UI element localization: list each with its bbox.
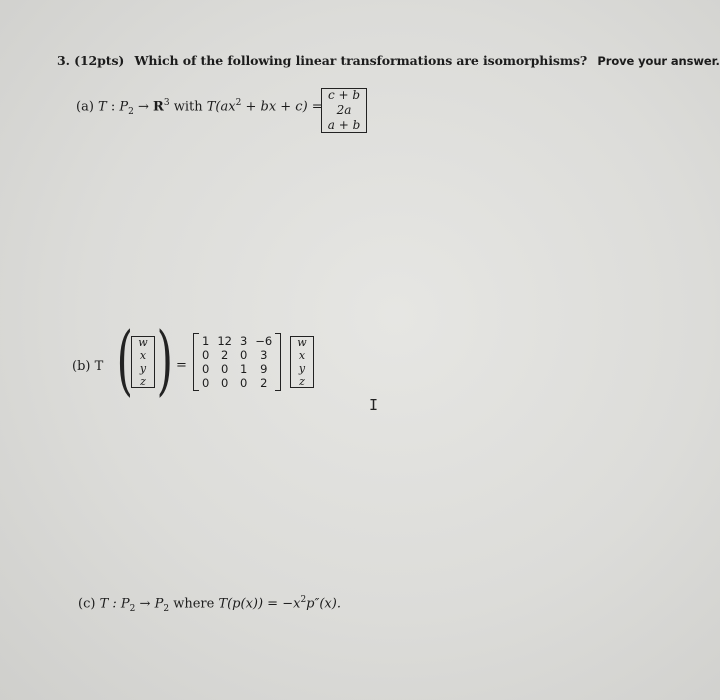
out-y: y [298, 362, 306, 375]
part-b-input-vector [132, 336, 154, 388]
matrix-table [198, 334, 276, 390]
matrix-cell: 0 [220, 362, 229, 376]
part-a-def-sup: 2 [235, 98, 242, 108]
part-c-label: (c) [78, 596, 96, 612]
right-paren: ) [156, 315, 173, 404]
part-c [78, 595, 341, 614]
part-a-with: with [173, 99, 203, 115]
part-c-where: where [173, 596, 215, 612]
matrix-row [198, 348, 276, 362]
question-header [57, 53, 720, 68]
part-c-formula: T(p(x)) = −x [218, 596, 301, 612]
matrix-cell: 12 [217, 334, 232, 348]
part-a-domain: P [119, 99, 129, 115]
question-text: Which of the following linear transformations are isomorphisms? [134, 53, 588, 68]
matrix-row [198, 376, 276, 390]
part-a-codomain: R [153, 99, 164, 115]
in-x: x [139, 349, 147, 362]
part-a-domain-sub: 2 [128, 106, 134, 117]
part-a-T: T [98, 99, 107, 115]
part-b-label [72, 359, 103, 374]
part-c-text-2: P [154, 596, 164, 612]
part-c-text-1: T : P [99, 596, 130, 612]
matrix-row [198, 334, 276, 348]
in-y: y [139, 362, 147, 375]
matrix-cell: −6 [255, 334, 273, 348]
part-c-arrow: → [139, 596, 151, 612]
matrix-cell: 0 [239, 376, 248, 390]
matrix-cell: 0 [202, 376, 210, 390]
coefficient-matrix [193, 333, 281, 391]
matrix-cell: 2 [220, 348, 229, 362]
matrix-cell: 1 [239, 362, 248, 376]
matrix-cell: 0 [239, 348, 248, 362]
part-a-label: (a) [76, 99, 94, 115]
matrix-cell: 3 [239, 334, 248, 348]
part-c-sub-1: 2 [129, 603, 136, 614]
in-z: z [140, 375, 146, 388]
part-c-formula-end: p″(x). [306, 596, 341, 612]
part-a-def-right: + bx + c) = [245, 99, 323, 115]
part-a-vec-0: c + b [327, 88, 361, 102]
equals-sign: = [176, 358, 187, 373]
part-a-def-left: T(ax [206, 99, 236, 115]
part-c-formula-sup: 2 [300, 595, 307, 605]
matrix-row [198, 362, 276, 376]
out-x: x [298, 349, 306, 362]
question-instruction: Prove your answer. [597, 54, 720, 68]
matrix-cell: 9 [260, 362, 268, 376]
part-a-codomain-sup: 3 [163, 98, 170, 108]
part-a-output-vector [322, 88, 366, 133]
out-z: z [299, 375, 305, 388]
part-a-vec-2: a + b [327, 118, 361, 132]
matrix-cell: 2 [260, 376, 268, 390]
part-b-label-text: (b) T [72, 359, 104, 374]
left-paren: ( [116, 315, 133, 404]
out-w: w [297, 336, 307, 349]
part-a-vec-1: 2a [336, 103, 352, 117]
part-b-output-vector [291, 336, 313, 388]
part-c-sub-2: 2 [163, 603, 170, 614]
matrix-cell: 3 [260, 348, 268, 362]
question-number: 3. [57, 53, 70, 68]
text-cursor-icon: I [369, 396, 379, 414]
matrix-cell: 0 [220, 376, 229, 390]
matrix-cell: 0 [202, 348, 210, 362]
matrix-cell: 1 [202, 334, 210, 348]
part-a-arrow: → [138, 99, 149, 115]
part-a: (a) T : $P_2 \to R^3$ with $T(ax^2$ + bx + c) = [76, 98, 323, 117]
in-w: w [138, 336, 148, 349]
matrix-cell: 0 [202, 362, 210, 376]
question-points: (12pts) [74, 53, 125, 68]
